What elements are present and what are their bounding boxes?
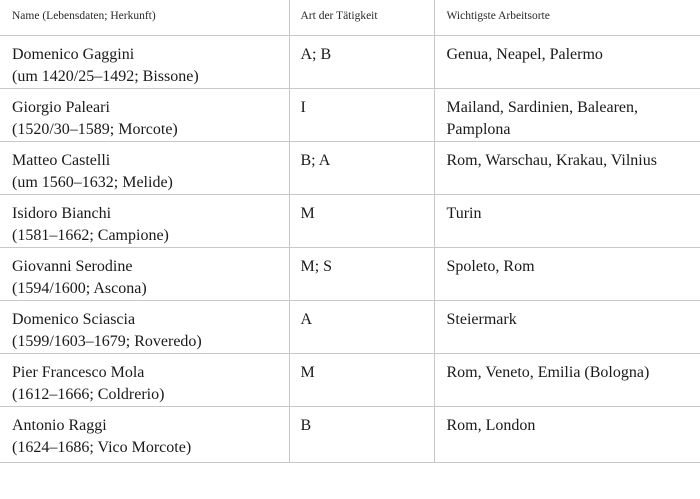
cell-name <box>0 406 289 462</box>
cell-orte: Rom, Veneto, Emilia (Bologna) <box>434 353 700 406</box>
person-name: Isidoro Bianchi <box>12 204 112 222</box>
person-name: Giovanni Serodine <box>12 257 133 275</box>
person-life: (1520/30–1589; Morcote) <box>12 120 178 138</box>
cell-orte: Genua, Neapel, Palermo <box>434 35 700 88</box>
table-row <box>0 406 700 462</box>
person-name: Pier Francesco Mola <box>12 363 145 381</box>
person-name: Matteo Castelli <box>12 151 111 169</box>
cell-art: A <box>289 300 434 353</box>
cell-orte: Spoleto, Rom <box>434 247 700 300</box>
person-life: (um 1420/25–1492; Bissone) <box>12 67 199 85</box>
header-name: Name (Lebensdaten; Herkunft) <box>0 0 289 35</box>
cell-art: A; B <box>289 35 434 88</box>
cell-orte: Mailand, Sardinien, Balearen, Pamplona <box>434 88 700 141</box>
table-row <box>0 353 700 406</box>
cell-orte: Turin <box>434 194 700 247</box>
cell-name <box>0 88 289 141</box>
person-name: Domenico Gaggini <box>12 45 135 63</box>
person-name: Giorgio Paleari <box>12 98 110 116</box>
cell-orte: Rom, Warschau, Krakau, Vilnius <box>434 141 700 194</box>
person-life: (1581–1662; Campione) <box>12 226 169 244</box>
cell-art: M; S <box>289 247 434 300</box>
cell-art: I <box>289 88 434 141</box>
person-life: (1599/1603–1679; Roveredo) <box>12 332 202 350</box>
cell-art: B; A <box>289 141 434 194</box>
table-row <box>0 300 700 353</box>
cell-art: B <box>289 406 434 462</box>
cell-name <box>0 194 289 247</box>
cell-name <box>0 141 289 194</box>
person-life: (um 1560–1632; Melide) <box>12 173 173 191</box>
header-orte: Wichtigste Arbeitsorte <box>434 0 700 35</box>
cell-art: M <box>289 194 434 247</box>
cell-name <box>0 353 289 406</box>
person-life: (1624–1686; Vico Morcote) <box>12 438 192 456</box>
table-row <box>0 35 700 88</box>
table-row <box>0 88 700 141</box>
cell-name <box>0 247 289 300</box>
header-art: Art der Tätigkeit <box>289 0 434 35</box>
person-name: Antonio Raggi <box>12 416 107 434</box>
cell-orte: Rom, London <box>434 406 700 462</box>
person-name: Domenico Sciascia <box>12 310 136 328</box>
cell-name <box>0 300 289 353</box>
header-row <box>0 0 700 35</box>
table-row <box>0 194 700 247</box>
table-row <box>0 141 700 194</box>
cell-name <box>0 35 289 88</box>
person-life: (1612–1666; Coldrerio) <box>12 385 165 403</box>
table-row <box>0 247 700 300</box>
cell-orte: Steiermark <box>434 300 700 353</box>
cell-art: M <box>289 353 434 406</box>
person-life: (1594/1600; Ascona) <box>12 279 147 297</box>
